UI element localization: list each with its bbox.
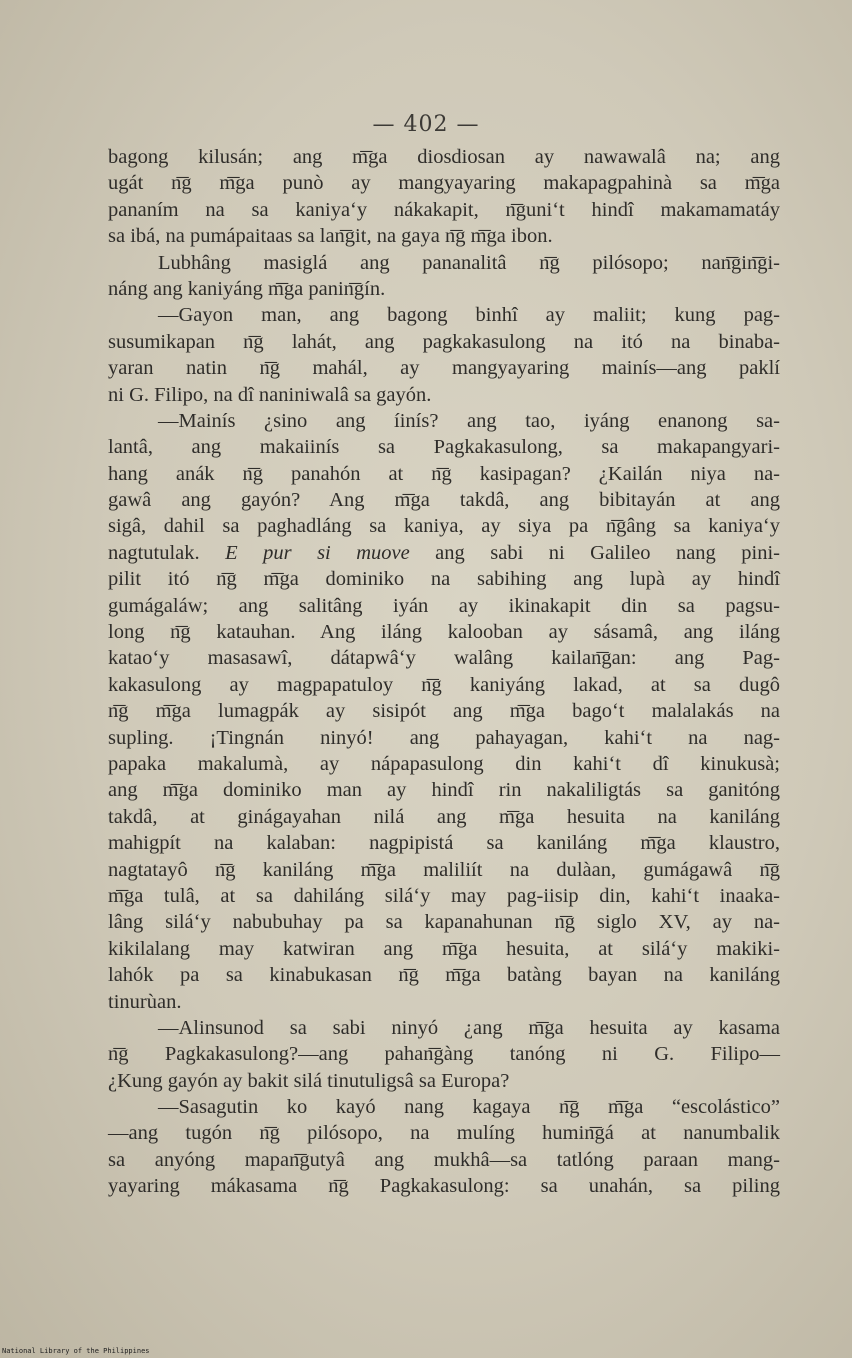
text-line: —Gayon man, ang bagong binhî ay maliit; kung pag-	[158, 304, 780, 327]
text-line: ni G. Filipo, na dî naniniwalâ sa gayón.	[108, 383, 432, 406]
text-line: nagtatayô n͞g kaniláng m͞ga maliliít na dulàan, gumágawâ n͞g	[108, 858, 780, 881]
text-line: yaran natin n͞g mahál, ay mangyayaring mainís—ang paklí	[108, 357, 780, 380]
text-line: yayaring mákasama n͞g Pagkakasulong: sa unahán, sa piling	[108, 1175, 780, 1198]
text-line: —Sasagutin ko kayó nang kagaya n͞g m͞ga “escolástico”	[158, 1096, 780, 1119]
text-line: lâng silá‘y nabubuhay pa sa kapanahunan n͞g siglo XV, ay na-	[108, 911, 780, 934]
text-line: long n͞g katauhan. Ang iláng kalooban ay sásamâ, ang iláng	[108, 621, 780, 644]
text-line: mahigpít na kalaban: nagpipistá sa kaniláng m͞ga klaustro,	[108, 832, 780, 855]
text-line: gawâ ang gayón? Ang m͞ga takdâ, ang bibitayán at ang	[108, 489, 780, 512]
text-line: sa anyóng mapan͞gutyâ ang mukhâ—sa tatlóng paraan mang-	[108, 1148, 780, 1171]
text-line: —ang tugón n͞g pilósopo, na mulíng humin͞gá at nanumbalik	[108, 1122, 780, 1145]
text-line: lahók pa sa kinabukasan n͞g m͞ga batàng bayan na kaniláng	[108, 964, 780, 987]
page-number: — 402 —	[372, 112, 480, 137]
italic-phrase: E pur si muove	[225, 541, 410, 564]
text-line: susumikapan n͞g lahát, ang pagkakasulong na itó na binaba-	[108, 330, 780, 353]
text-line: ¿Kung gayón ay bakit silá tinutuligsâ sa Europa?	[108, 1069, 510, 1092]
text-line: n͞g m͞ga lumagpák ay sisipót ang m͞ga bago‘t malalakás na	[108, 700, 780, 723]
text-line: pananím na sa kaniya‘y nákakapit, n͞guni‘t hindî makamamatáy	[108, 198, 780, 221]
text-line: nagtutulak. E pur si muove ang sabi ni Galileo nang pini-	[108, 541, 780, 564]
text-line: sa ibá, na pumápaitaas sa lan͞git, na gaya n͞g m͞ga ibon.	[108, 225, 553, 248]
text-line: tinurùan.	[108, 990, 182, 1013]
text-line: katao‘y masasawî, dátapwâ‘y walâng kailan͞gan: ang Pag-	[108, 647, 780, 670]
text-line: takdâ, at ginágayahan nilá ang m͞ga hesuita na kaniláng	[108, 805, 780, 828]
text-line: kikilalang may katwiran ang m͞ga hesuita, at silá‘y makiki-	[108, 937, 780, 960]
text-line: gumágaláw; ang salitâng iyán ay ikinakapit din sa pagsu-	[108, 594, 780, 617]
text-line: sigâ, dahil sa paghadláng sa kaniya, ay siya pa n͞gâng sa kaniya‘y	[108, 515, 780, 538]
text-line: hang anák n͞g panahón at n͞g kasipagan? ¿Kailán niya na-	[108, 462, 780, 485]
text-line: ugát n͞g m͞ga punò ay mangyayaring makapagpahinà sa m͞ga	[108, 172, 780, 195]
text-line: n͞g Pagkakasulong?—ang pahan͞gàng tanóng ni G. Filipo—	[108, 1043, 780, 1066]
body-text	[108, 144, 780, 1200]
text-line: kakasulong ay magpapatuloy n͞g kaniyáng lakad, at sa dugô	[108, 673, 780, 696]
text-line: lantâ, ang makaiinís sa Pagkakasulong, sa makapangyari-	[108, 436, 780, 459]
text-line: náng ang kaniyáng m͞ga panin͞gín.	[108, 277, 386, 300]
text-line: supling. ¡Tingnán ninyó! ang pahayagan, kahi‘t na nag-	[108, 726, 780, 749]
text-line: bagong kilusán; ang m͞ga diosdiosan ay nawawalâ na; ang	[108, 146, 780, 168]
text-line: ang m͞ga dominiko man ay hindî rin nakaliligtás sa ganitóng	[108, 779, 780, 802]
text-line: m͞ga tulâ, at sa dahiláng silá‘y may pag-iisip din, kahi‘t inaaka-	[108, 884, 780, 907]
text-line: pilit itó n͞g m͞ga dominiko na sabihing ang lupà ay hindî	[108, 568, 780, 591]
text-line: —Mainís ¿sino ang íinís? ang tao, iyáng enanong sa-	[158, 409, 780, 432]
text-line: papaka makalumà, ay nápapasulong din kahi‘t dî kinukusà;	[108, 752, 780, 775]
library-watermark: National Library of the Philippines	[2, 1347, 150, 1355]
text-line: —Alinsunod sa sabi ninyó ¿ang m͞ga hesuita ay kasama	[158, 1016, 780, 1039]
text-line: Lubhâng masiglá ang pananalitâ n͞g pilósopo; nan͞gin͞gi-	[158, 251, 780, 274]
